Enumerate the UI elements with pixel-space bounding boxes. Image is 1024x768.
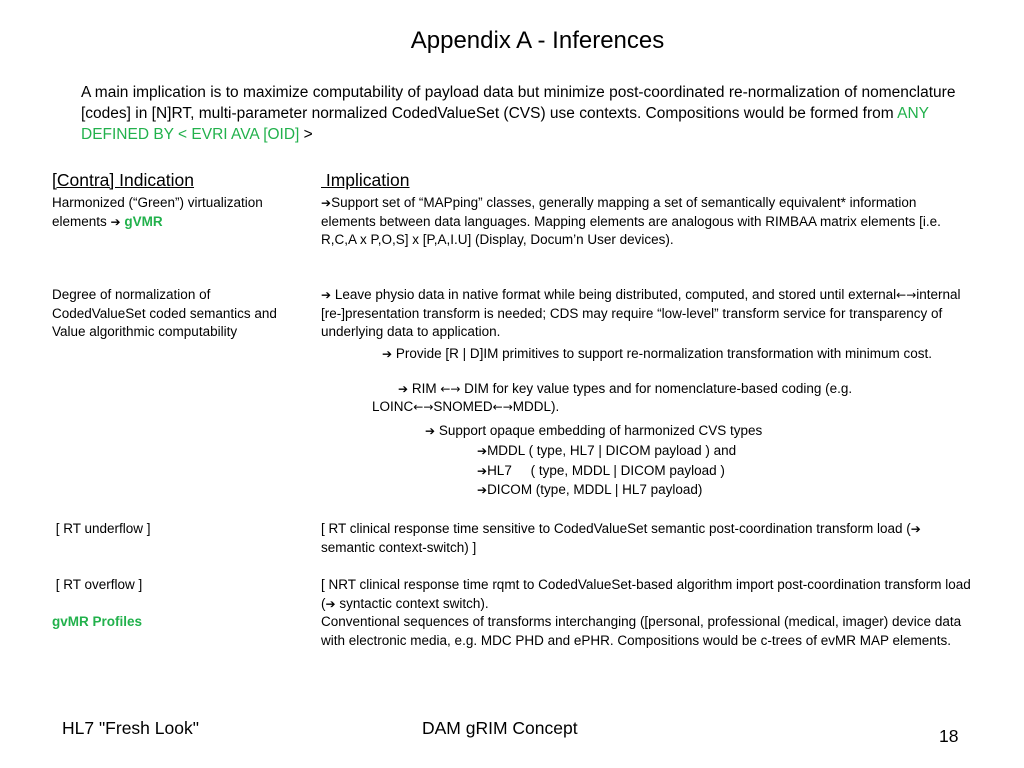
right-column-header: Implication [321, 170, 410, 190]
row2-sub2-a: RIM [408, 381, 441, 396]
row2-sub5-text: HL7 ( type, MDDL | DICOM payload ) [487, 463, 725, 478]
row2-sub2-c3: MDDL). [512, 399, 560, 414]
intro-end: > [299, 126, 313, 143]
right-arrow-icon: ➔ [477, 483, 488, 497]
row1-right-text: Support set of “MAPping” classes, generally mapping a set of semantically equivalent* information elements between data languages. Mapping elements are analogous with RIMBAA matrix elements [i.e. R,C,A x P,O,S] x [P,A,I.U] (Display, Docum’n User devices). [321, 195, 941, 247]
row2-right-b: internal [re-]presentation transform is needed; CDS may require “low-level” transform service for transparency of underlying data to application. [321, 287, 961, 339]
row5-left: gvMR Profiles [52, 614, 143, 629]
row1-right [321, 194, 971, 250]
right-arrow-icon: ➔ [110, 214, 121, 229]
double-arrow-icon: ←→ [492, 400, 513, 414]
right-arrow-icon: ➔ [910, 522, 921, 536]
row3-right-a: [ RT clinical response time sensitive to CodedValueSet semantic post-coordination transform load ( [321, 521, 911, 536]
row3-right-b: semantic context-switch) ] [321, 539, 477, 555]
row3-right [321, 520, 971, 557]
right-arrow-icon: ➔ [398, 382, 409, 396]
double-arrow-icon: ←→ [413, 400, 434, 414]
slide-title: Appendix A - Inferences [410, 27, 665, 54]
row2-sub2-c1: LOINC [372, 399, 414, 414]
row2-sub4-text: MDDL ( type, HL7 | DICOM payload ) and [487, 443, 737, 458]
row1-left [52, 194, 307, 231]
row4-right-b: syntactic context switch). [335, 595, 489, 611]
row2-sub1 [372, 345, 972, 364]
row2-right [321, 286, 971, 342]
right-arrow-icon: ➔ [477, 444, 488, 458]
page-number: 18 [939, 726, 959, 746]
row1-left-green: gVMR [124, 213, 163, 229]
row5-right: Conventional sequences of transforms interchanging ([personal, professional (medical, imager) device data with electronic media, e.g. MDC PHD and ePHR. Compositions would be c-trees of evMR MAP elements. [321, 614, 962, 648]
right-arrow-icon: ➔ [477, 464, 488, 478]
row2-left: Degree of normalization of CodedValueSet coded semantics and Value algorithmic computability [52, 287, 277, 339]
row4-left: [ RT overflow ] [52, 577, 143, 592]
row2-sub2-line1 [398, 380, 852, 399]
row2-sub3-text: Support opaque embedding of harmonized CVS types [435, 423, 763, 438]
row3-left: [ RT underflow ] [52, 521, 151, 536]
row2-sub1-text: Provide [R | D]IM primitives to support re-normalization transformation with minimum cost. [392, 346, 932, 361]
right-arrow-icon: ➔ [321, 196, 332, 210]
row2-sub4 [477, 442, 736, 461]
row2-sub6-text: DICOM (type, MDDL | HL7 payload) [487, 482, 703, 497]
intro-text: A main implication is to maximize computability of payload data but minimize post-coordinated re-normalization of nomenclature [codes] in [N]RT, multi-parameter normalized CodedValueSet (CVS) use contexts. Compositions would be formed from [81, 84, 956, 122]
row1-left-text: Harmonized (“Green”) virtualization elements [52, 195, 263, 229]
right-arrow-icon: ➔ [382, 347, 393, 361]
row2-sub6 [477, 481, 702, 500]
intro-paragraph [81, 82, 961, 145]
double-arrow-icon: ←→ [896, 288, 917, 302]
left-column-header: [Contra] Indication [52, 170, 195, 190]
right-arrow-icon: ➔ [325, 596, 336, 611]
row4-right-a: [ NRT clinical response time rqmt to CodedValueSet-based algorithm import post-coordination transform load ( [321, 577, 971, 611]
footer-center: DAM gRIM Concept [422, 718, 578, 738]
row2-sub2-line2 [372, 398, 559, 417]
intro-green-text: ANY DEFINED BY < EVRI AVA [OID] [81, 105, 929, 143]
row2-sub2-c2: SNOMED [433, 399, 493, 414]
row2-right-a: Leave physio data in native format while being distributed, computed, and stored until external [331, 287, 897, 302]
row2-sub5 [477, 462, 725, 481]
double-arrow-icon: ←→ [440, 382, 461, 396]
row2-sub3 [425, 422, 762, 441]
right-arrow-icon: ➔ [425, 424, 436, 438]
right-arrow-icon: ➔ [321, 288, 332, 302]
footer-left: HL7 "Fresh Look" [62, 718, 199, 738]
row4-right [321, 576, 971, 613]
row2-sub2-b: DIM for key value types and for nomenclature-based coding (e.g. [460, 381, 853, 396]
